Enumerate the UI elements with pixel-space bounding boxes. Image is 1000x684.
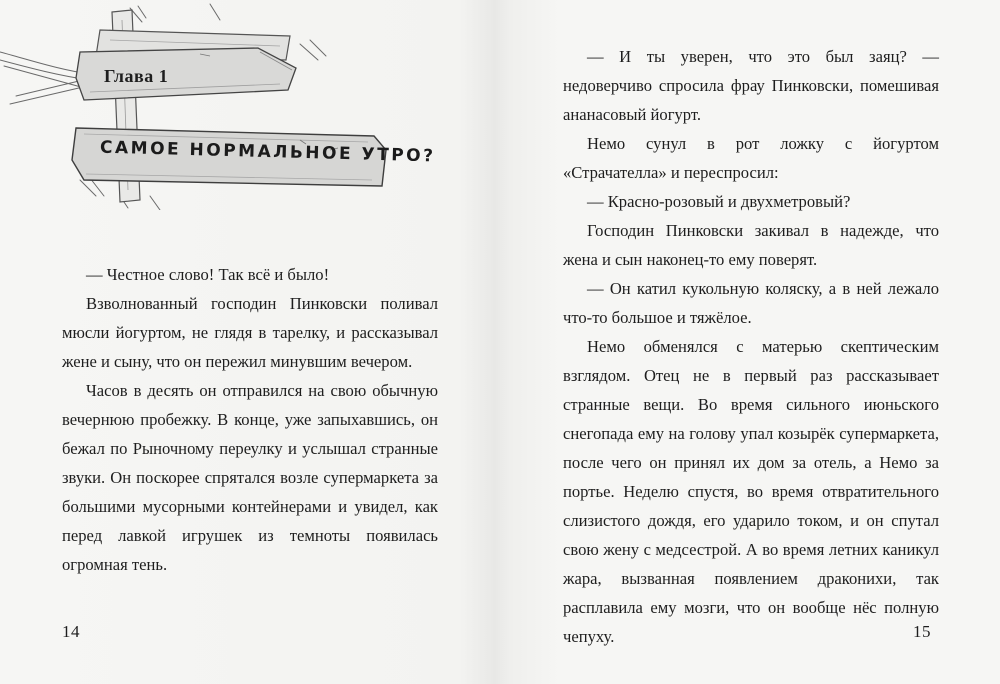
paragraph: — И ты уверен, что это был заяц? — недоверчиво спросила фрау Пинковски, помешивая ананасовый йогурт.: [563, 47, 939, 124]
chapter-title: САМОЕ НОРМАЛЬНОЕ УТРО?: [99, 137, 436, 167]
paragraph: — Красно-розовый и двухметровый?: [587, 192, 851, 211]
paragraph: — Честное слово! Так всё и было!: [86, 265, 330, 284]
paragraph: Господин Пинковски закивал в надежде, что жена и сын наконец-то ему поверят.: [563, 221, 939, 269]
chapter-label: Глава 1: [104, 66, 169, 86]
page-number-right: 15: [913, 622, 931, 641]
right-page-body: [563, 42, 939, 651]
paragraph: Взволнованный господин Пинковски поливал мюсли йогуртом, не глядя в тарелку, и рассказывал жене и сыну, что он пережил минувшим вечером.: [62, 294, 438, 371]
left-page-body: [62, 260, 438, 579]
page-number-left: 14: [62, 622, 80, 641]
chapter-heading-signpost-illustration: [0, 0, 420, 210]
paragraph: — Он катил кукольную коляску, а в ней лежало что-то большое и тяжёлое.: [563, 279, 939, 327]
paragraph: Немо сунул в рот ложку с йогуртом «Страчателла» и переспросил:: [563, 134, 939, 182]
paragraph: Немо обменялся с матерью скептическим взглядом. Отец не в первый раз рассказывает странные вещи. Во время сильного июньского снегопада ему на голову упал козырёк супермаркета, после чего он принял их дом за отель, а Немо за портье. Неделю спустя, во время отвратительного слизистого дождя, его ударило током, и он спутал свою жену с медсестрой. А во время летних каникул жара, вызванная появлением драконихи, так расплавила ему мозги, что он вообще нёс полную чепуху.: [563, 337, 939, 646]
paragraph: Часов в десять он отправился на свою обычную вечернюю пробежку. В конце, уже запыхавшись, он бежал по Рыночному переулку и услышал странные звуки. Он поскорее спрятался возле супермаркета за большими мусорными контейнерами и увидел, как перед лавкой игрушек из темноты появилась огромная тень.: [62, 381, 438, 574]
